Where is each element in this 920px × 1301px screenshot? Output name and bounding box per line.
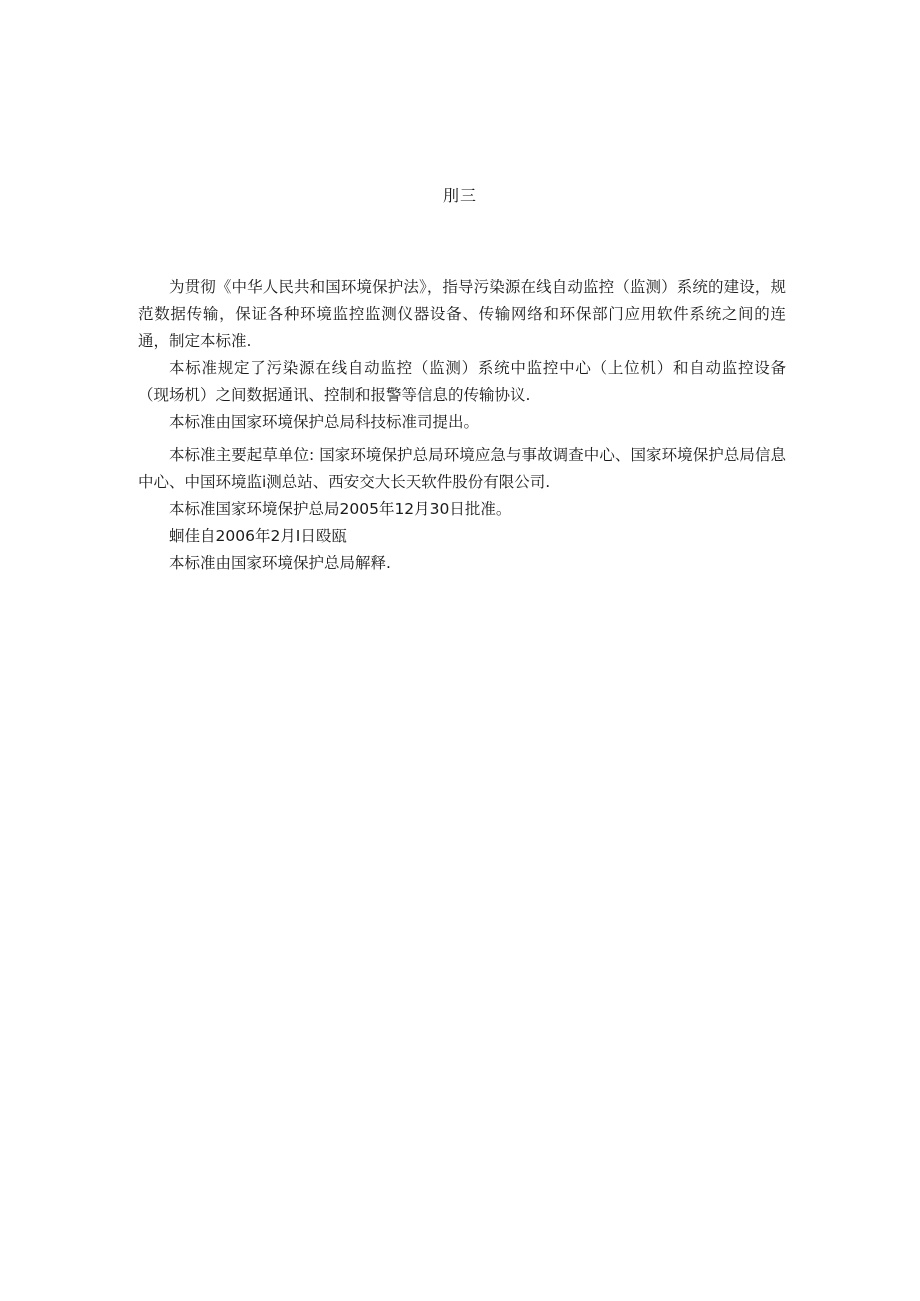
paragraph-interpretation: 本标准由国家环境保护总局解释. [169, 554, 391, 572]
paragraph-proposer: 本标准由国家环境保护总局科技标准司提出。 [169, 413, 480, 431]
document-title: 刖三 [442, 186, 477, 205]
paragraph-scope: 本标准规定了污染源在线自动监控（监测）系统中监控中心（上位机）和自动监控设备（现场机）之间数据通讯、控制和报警等信息的传输协议. [138, 359, 786, 404]
paragraph-effective-date: 蛔佳自2006年2月I日殴瓯 [169, 527, 347, 545]
paragraph-purpose: 为贯彻《中华人民共和国环境保护法》，指导污染源在线自动监控（监测）系统的建设，规范数据传输，保证各种环境监控监测仪器设备、传输网络和环保部门应用软件系统之间的连通，制定本标准. [138, 278, 786, 350]
paragraph-approval: 本标准国家环境保护总局2005年12月30日批准。 [169, 500, 512, 518]
paragraph-drafting-units: 本标准主要起草单位: 国家环境保护总局环境应急与事故调查中心、国家环境保护总局信息中心、中国环境监i测总站、西安交大长天软件股份有限公司. [138, 446, 786, 491]
document-body [138, 274, 786, 577]
